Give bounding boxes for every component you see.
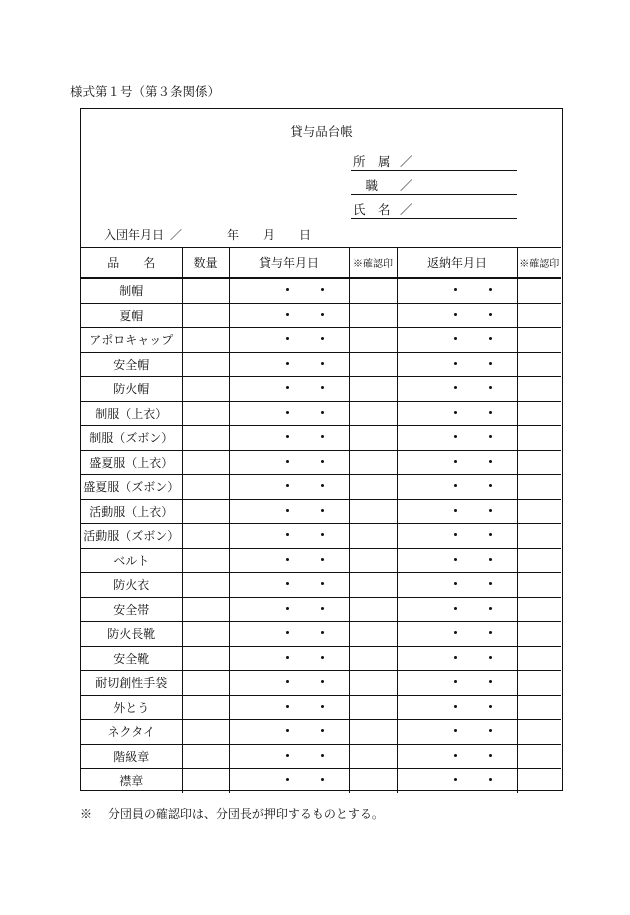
item-name-cell: 階級章 <box>81 744 182 769</box>
date-placeholder <box>230 426 349 450</box>
return-date-cell[interactable] <box>397 597 517 622</box>
date-separator-dot <box>489 705 492 708</box>
date-separator-dot <box>489 313 492 316</box>
date-placeholder <box>398 622 517 646</box>
date-placeholder <box>398 304 517 328</box>
date-separator-dot <box>286 778 289 781</box>
date-placeholder <box>398 475 517 499</box>
item-name-cell: 耐切創性手袋 <box>81 671 182 696</box>
date-separator-dot <box>286 558 289 561</box>
return-confirm-seal-cell[interactable] <box>517 475 561 500</box>
table-header-row <box>81 248 561 279</box>
return-confirm-seal-cell[interactable] <box>517 622 561 647</box>
confirm-seal-cell[interactable] <box>349 499 397 524</box>
return-confirm-seal-cell[interactable] <box>517 597 561 622</box>
date-separator-dot <box>489 337 492 340</box>
date-placeholder <box>230 451 349 475</box>
date-placeholder <box>230 500 349 524</box>
affiliation-field[interactable] <box>351 150 517 171</box>
entry-date-day: 日 <box>299 228 312 242</box>
table-row <box>81 401 561 426</box>
lend-date-cell[interactable] <box>229 352 349 377</box>
date-placeholder <box>398 598 517 622</box>
confirm-seal-cell[interactable] <box>349 622 397 647</box>
entry-date-year: 年 <box>227 228 240 242</box>
item-name-cell: 盛夏服（上衣） <box>81 450 182 475</box>
quantity-cell[interactable] <box>182 671 229 696</box>
return-date-cell[interactable] <box>397 695 517 720</box>
quantity-cell[interactable] <box>182 573 229 598</box>
quantity-cell[interactable] <box>182 597 229 622</box>
date-separator-dot <box>321 337 324 340</box>
return-confirm-seal-cell[interactable] <box>517 377 561 402</box>
date-placeholder <box>230 671 349 695</box>
date-separator-dot <box>286 509 289 512</box>
date-separator-dot <box>454 631 457 634</box>
item-name-cell: 外とう <box>81 695 182 720</box>
date-separator-dot <box>489 656 492 659</box>
date-separator-dot <box>489 509 492 512</box>
return-date-cell[interactable] <box>397 426 517 451</box>
date-placeholder <box>398 377 517 401</box>
date-placeholder <box>230 745 349 769</box>
lend-date-cell[interactable] <box>229 622 349 647</box>
return-date-cell[interactable] <box>397 450 517 475</box>
confirm-seal-cell[interactable] <box>349 377 397 402</box>
return-confirm-seal-cell[interactable] <box>517 671 561 696</box>
date-placeholder <box>230 475 349 499</box>
quantity-cell[interactable] <box>182 622 229 647</box>
date-separator-dot <box>489 729 492 732</box>
quantity-cell[interactable] <box>182 303 229 328</box>
confirm-seal-cell[interactable] <box>349 328 397 353</box>
date-separator-dot <box>321 509 324 512</box>
item-name-cell: 安全靴 <box>81 646 182 671</box>
table-row <box>81 548 561 573</box>
quantity-cell[interactable] <box>182 475 229 500</box>
item-name-cell: 防火帽 <box>81 377 182 402</box>
date-placeholder <box>230 353 349 377</box>
return-date-cell[interactable] <box>397 278 517 303</box>
date-separator-dot <box>286 729 289 732</box>
item-name-cell: 安全帽 <box>81 352 182 377</box>
affiliation-label: 所 属 <box>353 154 391 169</box>
document-title: 貸与品台帳 <box>290 124 353 139</box>
date-separator-dot <box>286 582 289 585</box>
quantity-cell[interactable] <box>182 695 229 720</box>
return-confirm-seal-cell[interactable] <box>517 450 561 475</box>
position-label: 職 <box>353 178 391 193</box>
quantity-cell[interactable] <box>182 401 229 426</box>
date-separator-dot <box>454 509 457 512</box>
quantity-cell[interactable] <box>182 548 229 573</box>
table-row <box>81 499 561 524</box>
date-placeholder <box>398 720 517 744</box>
return-date-cell[interactable] <box>397 328 517 353</box>
lend-date-cell[interactable] <box>229 426 349 451</box>
date-placeholder <box>398 279 517 303</box>
date-separator-dot <box>321 754 324 757</box>
date-separator-dot <box>454 754 457 757</box>
date-placeholder <box>230 598 349 622</box>
return-confirm-seal-cell[interactable] <box>517 401 561 426</box>
date-separator-dot <box>321 656 324 659</box>
date-separator-dot <box>286 337 289 340</box>
date-separator-dot <box>489 582 492 585</box>
date-separator-dot <box>454 607 457 610</box>
date-separator-dot <box>489 460 492 463</box>
table-row <box>81 671 561 696</box>
return-confirm-seal-cell[interactable] <box>517 573 561 598</box>
date-separator-dot <box>286 680 289 683</box>
return-date-cell[interactable] <box>397 401 517 426</box>
lend-date-cell[interactable] <box>229 278 349 303</box>
item-name-cell: 制服（上衣） <box>81 401 182 426</box>
lend-date-cell[interactable] <box>229 450 349 475</box>
date-separator-dot <box>321 607 324 610</box>
date-separator-dot <box>489 558 492 561</box>
date-separator-dot <box>321 582 324 585</box>
date-placeholder <box>398 426 517 450</box>
date-separator-dot <box>489 288 492 291</box>
date-separator-dot <box>489 484 492 487</box>
date-separator-dot <box>454 460 457 463</box>
date-separator-dot <box>321 778 324 781</box>
return-confirm-seal-cell[interactable] <box>517 720 561 745</box>
date-separator-dot <box>454 337 457 340</box>
date-placeholder <box>398 500 517 524</box>
return-confirm-seal-cell[interactable] <box>517 426 561 451</box>
date-placeholder <box>398 573 517 597</box>
date-placeholder <box>230 769 349 793</box>
date-placeholder <box>230 573 349 597</box>
return-confirm-seal-cell[interactable] <box>517 548 561 573</box>
table-row <box>81 278 561 303</box>
date-separator-dot <box>321 362 324 365</box>
date-placeholder <box>398 671 517 695</box>
lend-date-cell[interactable] <box>229 377 349 402</box>
quantity-cell[interactable] <box>182 720 229 745</box>
footnote: ※ 分団員の確認印は、分団長が押印するものとする。 <box>80 807 384 821</box>
table-row <box>81 646 561 671</box>
return-date-cell[interactable] <box>397 744 517 769</box>
return-date-cell[interactable] <box>397 622 517 647</box>
confirm-seal-cell[interactable] <box>349 475 397 500</box>
item-name-cell: 夏帽 <box>81 303 182 328</box>
table-row <box>81 303 561 328</box>
lend-date-cell[interactable] <box>229 303 349 328</box>
quantity-cell[interactable] <box>182 450 229 475</box>
return-confirm-seal-cell[interactable] <box>517 303 561 328</box>
quantity-cell[interactable] <box>182 524 229 549</box>
date-separator-dot <box>454 533 457 536</box>
confirm-seal-cell[interactable] <box>349 401 397 426</box>
return-date-cell[interactable] <box>397 646 517 671</box>
position-field[interactable] <box>351 174 517 195</box>
date-placeholder <box>230 622 349 646</box>
table-row <box>81 475 561 500</box>
quantity-cell[interactable] <box>182 328 229 353</box>
table-row <box>81 450 561 475</box>
date-placeholder <box>398 402 517 426</box>
date-placeholder <box>230 402 349 426</box>
return-date-cell[interactable] <box>397 769 517 793</box>
entry-date-slash: ／ <box>170 228 183 242</box>
date-separator-dot <box>321 558 324 561</box>
date-separator-dot <box>286 705 289 708</box>
lend-date-cell[interactable] <box>229 597 349 622</box>
item-name-cell: 襟章 <box>81 769 182 793</box>
name-field[interactable] <box>351 198 517 219</box>
entry-date-month: 月 <box>263 228 276 242</box>
name-slash: ／ <box>400 202 413 217</box>
quantity-cell[interactable] <box>182 377 229 402</box>
quantity-cell[interactable] <box>182 646 229 671</box>
date-placeholder <box>398 696 517 720</box>
date-separator-dot <box>286 313 289 316</box>
position-slash: ／ <box>400 178 413 193</box>
date-placeholder <box>398 328 517 352</box>
date-separator-dot <box>489 754 492 757</box>
ledger-form <box>80 108 563 791</box>
date-separator-dot <box>286 607 289 610</box>
date-placeholder <box>230 720 349 744</box>
date-separator-dot <box>489 386 492 389</box>
date-separator-dot <box>454 435 457 438</box>
confirm-seal-cell[interactable] <box>349 548 397 573</box>
date-separator-dot <box>454 582 457 585</box>
date-separator-dot <box>489 435 492 438</box>
affiliation-slash: ／ <box>400 154 413 169</box>
table-row <box>81 352 561 377</box>
confirm-seal-cell[interactable] <box>349 769 397 793</box>
return-date-cell[interactable] <box>397 352 517 377</box>
date-separator-dot <box>321 411 324 414</box>
date-placeholder <box>398 549 517 573</box>
date-placeholder <box>230 549 349 573</box>
date-separator-dot <box>286 411 289 414</box>
table-row <box>81 695 561 720</box>
confirm-seal-cell[interactable] <box>349 352 397 377</box>
quantity-cell[interactable] <box>182 352 229 377</box>
item-name-cell: 防火長靴 <box>81 622 182 647</box>
table-row <box>81 524 561 549</box>
item-name-cell: ベルト <box>81 548 182 573</box>
table-row <box>81 744 561 769</box>
return-confirm-seal-cell[interactable] <box>517 328 561 353</box>
lend-date-cell[interactable] <box>229 573 349 598</box>
return-confirm-seal-cell[interactable] <box>517 524 561 549</box>
date-placeholder <box>398 524 517 548</box>
date-placeholder <box>230 696 349 720</box>
date-separator-dot <box>321 729 324 732</box>
date-separator-dot <box>454 680 457 683</box>
item-name-cell: アポロキャップ <box>81 328 182 353</box>
confirm-seal-cell[interactable] <box>349 524 397 549</box>
date-separator-dot <box>489 533 492 536</box>
confirm-seal-cell[interactable] <box>349 646 397 671</box>
lend-date-cell[interactable] <box>229 475 349 500</box>
confirm-seal-cell[interactable] <box>349 597 397 622</box>
lend-date-cell[interactable] <box>229 646 349 671</box>
table-row <box>81 426 561 451</box>
date-separator-dot <box>286 288 289 291</box>
date-placeholder <box>230 328 349 352</box>
item-name-cell: 制帽 <box>81 278 182 303</box>
quantity-cell[interactable] <box>182 278 229 303</box>
date-placeholder <box>230 279 349 303</box>
date-separator-dot <box>321 288 324 291</box>
date-separator-dot <box>321 435 324 438</box>
quantity-cell[interactable] <box>182 426 229 451</box>
confirm-seal-cell[interactable] <box>349 426 397 451</box>
return-confirm-seal-cell[interactable] <box>517 646 561 671</box>
confirm-seal-cell[interactable] <box>349 303 397 328</box>
quantity-cell[interactable] <box>182 769 229 793</box>
return-date-cell[interactable] <box>397 377 517 402</box>
date-separator-dot <box>321 313 324 316</box>
table-row <box>81 597 561 622</box>
date-separator-dot <box>489 411 492 414</box>
date-placeholder <box>230 304 349 328</box>
table-row <box>81 622 561 647</box>
date-separator-dot <box>321 680 324 683</box>
confirm-seal-cell[interactable] <box>349 450 397 475</box>
date-separator-dot <box>454 411 457 414</box>
date-separator-dot <box>454 386 457 389</box>
date-separator-dot <box>286 386 289 389</box>
date-placeholder <box>398 353 517 377</box>
date-placeholder <box>398 647 517 671</box>
item-name-cell: 活動服（ズボン） <box>81 524 182 549</box>
return-date-cell[interactable] <box>397 475 517 500</box>
quantity-cell[interactable] <box>182 744 229 769</box>
header-return-date: 返納年月日 <box>397 248 517 279</box>
header-lend-date: 貸与年月日 <box>229 248 349 279</box>
date-separator-dot <box>286 484 289 487</box>
date-placeholder <box>398 745 517 769</box>
return-date-cell[interactable] <box>397 671 517 696</box>
lend-date-cell[interactable] <box>229 524 349 549</box>
date-separator-dot <box>454 705 457 708</box>
return-date-cell[interactable] <box>397 524 517 549</box>
confirm-seal-cell[interactable] <box>349 278 397 303</box>
confirm-seal-cell[interactable] <box>349 720 397 745</box>
date-separator-dot <box>454 288 457 291</box>
date-separator-dot <box>321 705 324 708</box>
item-name-cell: 制服（ズボン） <box>81 426 182 451</box>
date-separator-dot <box>454 558 457 561</box>
date-separator-dot <box>286 533 289 536</box>
date-separator-dot <box>454 729 457 732</box>
date-separator-dot <box>321 631 324 634</box>
date-separator-dot <box>286 656 289 659</box>
entry-date-label: 入団年月日 <box>104 228 165 242</box>
date-separator-dot <box>454 484 457 487</box>
date-separator-dot <box>286 435 289 438</box>
return-date-cell[interactable] <box>397 548 517 573</box>
return-confirm-seal-cell[interactable] <box>517 744 561 769</box>
table-row <box>81 377 561 402</box>
date-separator-dot <box>454 313 457 316</box>
item-name-cell: 活動服（上衣） <box>81 499 182 524</box>
name-label: 氏 名 <box>353 202 391 217</box>
header-quantity: 数量 <box>182 248 229 279</box>
header-item-name: 品 名 <box>81 248 182 279</box>
date-placeholder <box>398 451 517 475</box>
date-placeholder <box>230 377 349 401</box>
date-placeholder <box>230 647 349 671</box>
return-date-cell[interactable] <box>397 573 517 598</box>
confirm-seal-cell[interactable] <box>349 695 397 720</box>
lending-table <box>81 247 561 793</box>
confirm-seal-cell[interactable] <box>349 671 397 696</box>
lend-date-cell[interactable] <box>229 548 349 573</box>
return-date-cell[interactable] <box>397 499 517 524</box>
lend-date-cell[interactable] <box>229 695 349 720</box>
lend-date-cell[interactable] <box>229 671 349 696</box>
form-number-label: 様式第１号（第３条関係） <box>70 84 221 99</box>
lend-date-cell[interactable] <box>229 744 349 769</box>
return-confirm-seal-cell[interactable] <box>517 278 561 303</box>
date-separator-dot <box>489 680 492 683</box>
confirm-seal-cell[interactable] <box>349 744 397 769</box>
table-row <box>81 720 561 745</box>
date-separator-dot <box>321 386 324 389</box>
return-date-cell[interactable] <box>397 720 517 745</box>
return-confirm-seal-cell[interactable] <box>517 769 561 793</box>
date-separator-dot <box>454 778 457 781</box>
date-separator-dot <box>321 460 324 463</box>
header-return-confirm-seal: ※確認印 <box>517 248 561 279</box>
return-date-cell[interactable] <box>397 303 517 328</box>
return-confirm-seal-cell[interactable] <box>517 499 561 524</box>
item-name-cell: 防火衣 <box>81 573 182 598</box>
date-separator-dot <box>454 362 457 365</box>
date-separator-dot <box>454 656 457 659</box>
date-separator-dot <box>286 362 289 365</box>
lend-date-cell[interactable] <box>229 401 349 426</box>
lend-date-cell[interactable] <box>229 720 349 745</box>
date-placeholder <box>230 524 349 548</box>
date-separator-dot <box>286 754 289 757</box>
table-row <box>81 573 561 598</box>
return-confirm-seal-cell[interactable] <box>517 695 561 720</box>
item-name-cell: 盛夏服（ズボン） <box>81 475 182 500</box>
date-separator-dot <box>321 484 324 487</box>
table-row <box>81 328 561 353</box>
table-row <box>81 769 561 793</box>
date-separator-dot <box>489 631 492 634</box>
date-separator-dot <box>286 631 289 634</box>
date-separator-dot <box>489 607 492 610</box>
quantity-cell[interactable] <box>182 499 229 524</box>
return-confirm-seal-cell[interactable] <box>517 352 561 377</box>
item-name-cell: 安全帯 <box>81 597 182 622</box>
lend-date-cell[interactable] <box>229 499 349 524</box>
date-separator-dot <box>321 533 324 536</box>
date-separator-dot <box>286 460 289 463</box>
lend-date-cell[interactable] <box>229 328 349 353</box>
date-separator-dot <box>489 362 492 365</box>
lend-date-cell[interactable] <box>229 769 349 793</box>
date-placeholder <box>398 769 517 793</box>
date-separator-dot <box>489 778 492 781</box>
header-confirm-seal: ※確認印 <box>349 248 397 279</box>
item-name-cell: ネクタイ <box>81 720 182 745</box>
confirm-seal-cell[interactable] <box>349 573 397 598</box>
